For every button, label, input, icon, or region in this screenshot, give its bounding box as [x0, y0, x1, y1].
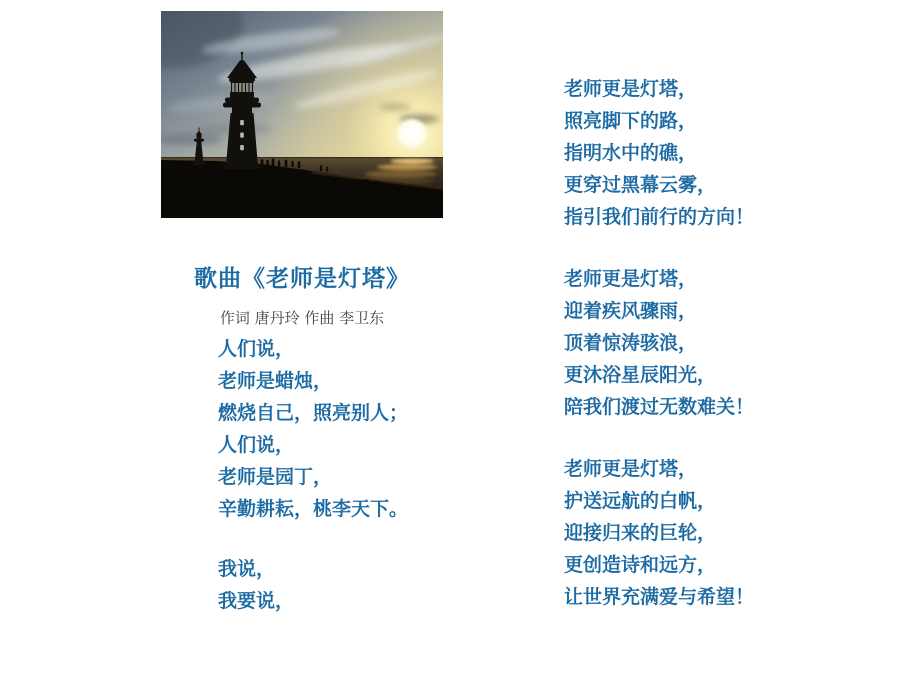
lyric-line: 老师更是灯塔， [564, 78, 698, 100]
lyric-line: 指引我们前行的方向！ [564, 206, 755, 228]
left-stanza-2 [218, 553, 408, 617]
right-stanza-3 [564, 453, 754, 613]
lyrics-right-column [564, 73, 754, 613]
lyric-line: 更创造诗和远方， [564, 554, 717, 576]
lyrics-left-column [218, 333, 408, 617]
lyric-line: 迎着疾风骤雨， [564, 300, 698, 322]
right-stanza-2 [564, 263, 754, 423]
lyric-line: 我说， [218, 558, 276, 580]
lyric-line: 顶着惊涛骇浪， [564, 332, 698, 354]
song-credits: 作词 唐丹玲 作曲 李卫东 [219, 309, 385, 327]
lyric-line: 迎接归来的巨轮， [564, 522, 717, 544]
lyric-line: 燃烧自己，照亮别人； [218, 402, 409, 424]
lyric-line: 指明水中的礁， [564, 142, 698, 164]
lyric-line: 老师是园丁， [218, 466, 333, 488]
lyric-line: 人们说， [218, 338, 295, 360]
song-title: 歌曲《老师是灯塔》 [194, 265, 410, 292]
lyric-line: 人们说， [218, 434, 295, 456]
lyric-line: 让世界充满爱与希望！ [564, 586, 755, 608]
lyric-line: 更穿过黑幕云雾， [564, 174, 717, 196]
lyric-line: 我要说， [218, 590, 295, 612]
lyric-line: 护送远航的白帆， [564, 490, 717, 512]
right-stanza-1 [564, 73, 754, 233]
lighthouse-sunset-illustration [161, 11, 443, 218]
title-block [151, 260, 453, 328]
lyric-line: 陪我们渡过无数难关！ [564, 396, 755, 418]
lyric-line: 照亮脚下的路， [564, 110, 698, 132]
lyric-line: 老师是蜡烛， [218, 370, 333, 392]
lyric-line: 老师更是灯塔， [564, 268, 698, 290]
lighthouse-photo [161, 11, 443, 218]
lyric-line: 更沐浴星辰阳光， [564, 364, 717, 386]
lyric-line: 老师更是灯塔， [564, 458, 698, 480]
left-stanza-1 [218, 333, 408, 525]
lyric-line: 辛勤耕耘，桃李天下。 [218, 498, 409, 520]
